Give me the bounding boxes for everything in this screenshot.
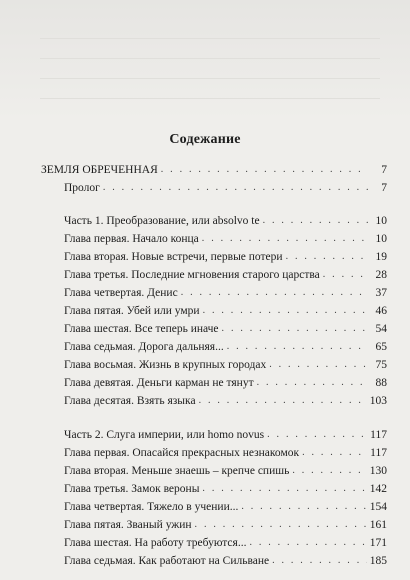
toc-entry-page: 171 — [369, 537, 387, 549]
toc-entry-page: 142 — [369, 483, 387, 495]
toc-entry-title: Глава вторая. Новые встречи, первые потери — [64, 251, 283, 263]
leader-dots — [181, 286, 368, 300]
toc-entry-page: 154 — [369, 501, 387, 513]
toc-entry-chapter — [64, 500, 387, 514]
toc-entry-title: Глава шестая. Все теперь иначе — [64, 323, 219, 335]
toc-entry-chapter — [64, 482, 387, 496]
toc-entry-page: 19 — [375, 251, 387, 263]
toc-entry-chapter — [64, 232, 387, 246]
leader-dots — [272, 554, 367, 568]
toc-entry-title: Глава четвертая. Денис — [64, 287, 178, 299]
toc-entry-title: Часть 1. Преобразование, или absolvo te — [64, 215, 260, 227]
toc-entry-page: 185 — [369, 555, 387, 567]
leader-dots — [227, 340, 368, 354]
toc-entry-title: Глава первая. Опасайся прекрасных незнакомок — [64, 447, 300, 459]
toc-entry-chapter — [64, 376, 387, 390]
toc-entry-chapter — [64, 518, 387, 532]
toc-entry-part-heading — [41, 163, 387, 177]
leader-dots — [222, 322, 368, 336]
toc-entry-page: 65 — [375, 341, 387, 353]
toc-entry-page: 117 — [370, 447, 387, 459]
leader-dots — [161, 163, 368, 177]
toc-entry-page: 28 — [375, 269, 387, 281]
toc-entry-title: Глава первая. Начало конца — [64, 233, 199, 245]
leader-dots — [257, 376, 368, 390]
toc-entry-chapter — [64, 446, 387, 460]
toc-entry-chapter — [64, 268, 387, 282]
toc-entry-title: Глава шестая. На работу требуются... — [64, 537, 247, 549]
toc-entry-title: ЗЕМЛЯ ОБРЕЧЕННАЯ — [41, 164, 158, 176]
leader-dots — [203, 304, 368, 318]
toc-entry-chapter — [64, 464, 387, 478]
toc-entry-title: Глава девятая. Деньги карман не тянут — [64, 377, 254, 389]
leader-dots — [249, 536, 366, 550]
toc-entry-page: 54 — [375, 323, 387, 335]
toc-entry-title: Глава вторая. Меньше знаешь – крепче спишь — [64, 465, 290, 477]
toc-entry-part — [64, 428, 387, 442]
leader-dots — [302, 446, 367, 460]
toc-entry-title: Глава десятая. Взять языка — [64, 395, 196, 407]
toc-entry-title: Глава седьмая. Как работают на Сильване — [64, 555, 270, 567]
page-title: Содежание — [169, 132, 241, 147]
toc-entry-page: 46 — [375, 305, 387, 317]
toc-entry-page: 130 — [369, 465, 387, 477]
leader-dots — [269, 358, 368, 372]
toc-entry-chapter — [64, 554, 387, 568]
toc-entry-chapter — [64, 304, 387, 318]
leader-dots — [286, 250, 368, 264]
leader-dots — [241, 500, 366, 514]
toc-entry-page: 75 — [375, 359, 387, 371]
toc-entry-title: Часть 2. Слуга империи, или homo novus — [64, 429, 265, 441]
leader-dots — [202, 232, 368, 246]
toc-entry-title: Пролог — [64, 182, 100, 194]
toc-entry-title: Глава пятая. Убей или умри — [64, 305, 200, 317]
toc-entry-page: 10 — [375, 233, 387, 245]
toc-entry-chapter — [64, 340, 387, 354]
toc-entry-title: Глава третья. Замок вероны — [64, 483, 200, 495]
leader-dots — [323, 268, 368, 282]
toc-entry-chapter — [64, 250, 387, 264]
toc-entry-page: 88 — [375, 377, 387, 389]
toc-entry-title: Глава восьмая. Жизнь в крупных городах — [64, 359, 267, 371]
toc-entry — [64, 181, 387, 195]
toc-entry-page: 117 — [370, 429, 387, 441]
toc-entry-title: Глава четвертая. Тяжело в учении... — [64, 501, 239, 513]
toc-entry-page: 7 — [381, 164, 387, 176]
toc-entry-chapter — [64, 536, 387, 550]
leader-dots — [195, 518, 367, 532]
toc-entry-page: 7 — [381, 182, 387, 194]
toc-entry-chapter — [64, 394, 387, 408]
toc-entry-title: Глава седьмая. Дорога дальняя... — [64, 341, 224, 353]
toc-entry-title: Глава пятая. Званый ужин — [64, 519, 192, 531]
toc-entry-chapter — [64, 286, 387, 300]
leader-dots — [199, 394, 367, 408]
toc-entry-page: 103 — [369, 395, 387, 407]
toc-entry-page: 37 — [375, 287, 387, 299]
toc-entry-chapter — [64, 322, 387, 336]
leader-dots — [292, 464, 366, 478]
leader-dots — [263, 214, 368, 228]
toc-entry-chapter — [64, 358, 387, 372]
toc-entry-part — [64, 214, 387, 228]
leader-dots — [202, 482, 366, 496]
toc-entry-page: 10 — [375, 215, 387, 227]
leader-dots — [267, 428, 367, 442]
toc-entry-page: 161 — [369, 519, 387, 531]
leader-dots — [103, 181, 368, 195]
toc-entry-title: Глава третья. Последние мгновения старого царства — [64, 269, 320, 281]
